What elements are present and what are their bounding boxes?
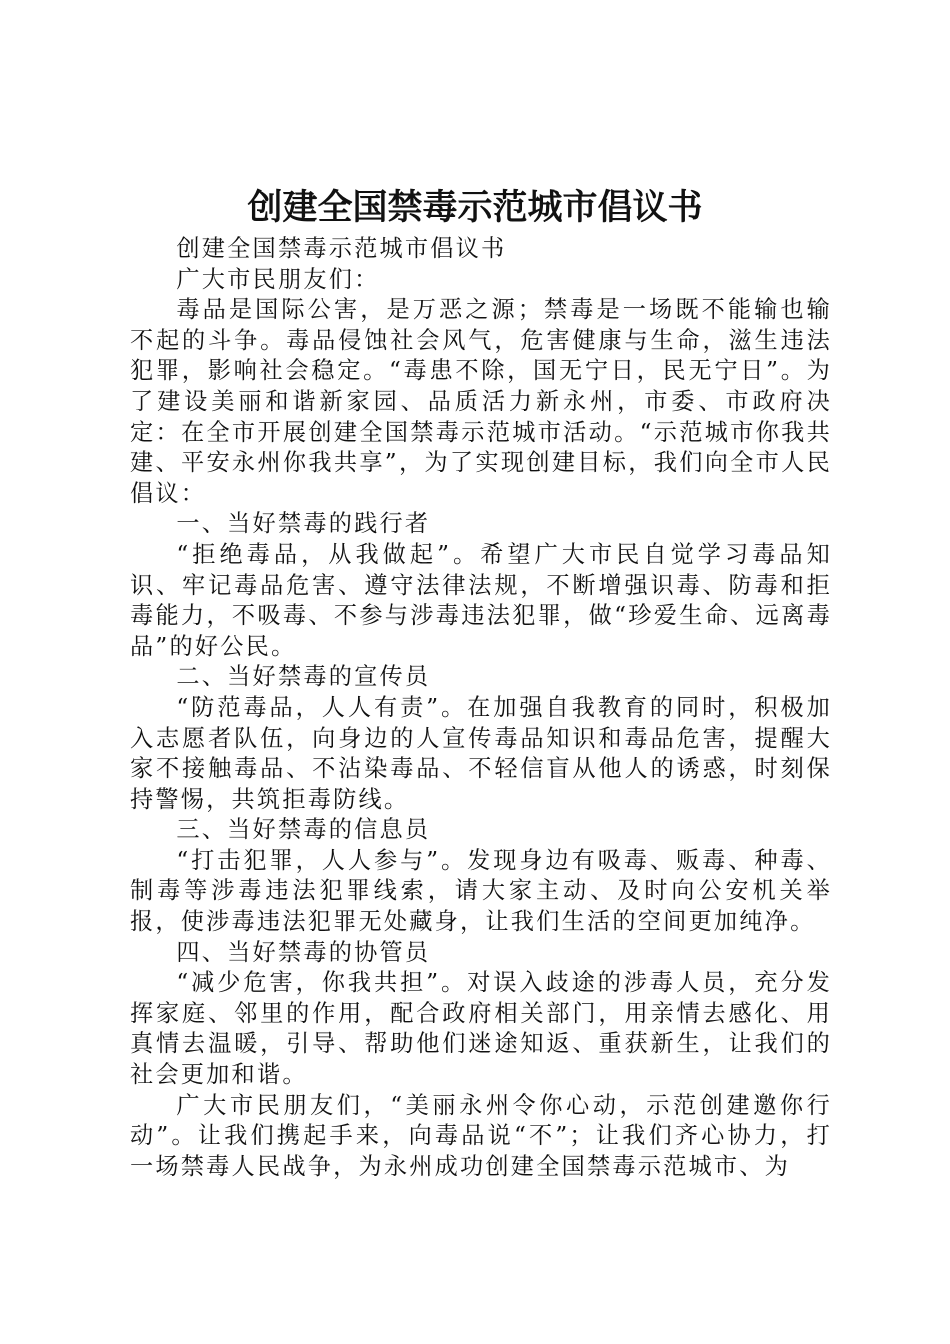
section-paragraph-3: “打击犯罪，人人参与”。发现身边有吸毒、贩毒、种毒、制毒等涉毒违法犯罪线索，请大家主动、及时向公安机关举报，使涉毒违法犯罪无处藏身，让我们生活的空间更加纯净。 [130, 846, 832, 936]
section-heading-4: 四、当好禁毒的协管员 [176, 938, 431, 966]
body-paragraph-salutation: 广大市民朋友们： [176, 265, 380, 293]
body-paragraph-closing: 广大市民朋友们，“美丽永州令你心动，示范创建邀你行动”。让我们携起手来，向毒品说“不”；让我们齐心协力，打一场禁毒人民战争，为永州成功创建全国禁毒示范城市、为 [130, 1091, 832, 1180]
section-paragraph-1: “拒绝毒品，从我做起”。希望广大市民自觉学习毒品知识、牢记毒品危害、遵守法律法规，不断增强识毒、防毒和拒毒能力，不吸毒、不参与涉毒违法犯罪，做“珍爱生命、远离毒品”的好公民。 [130, 540, 832, 660]
body-paragraph-subtitle: 创建全国禁毒示范城市倡议书 [176, 235, 507, 262]
section-heading-3: 三、当好禁毒的信息员 [176, 816, 431, 844]
document-body [130, 234, 832, 1182]
section-paragraph-2: “防范毒品，人人有责”。在加强自我教育的同时，积极加入志愿者队伍，向身边的人宣传毒品知识和毒品危害，提醒大家不接触毒品、不沾染毒品、不轻信盲从他人的诱惑，时刻保持警惕，共筑拒毒防线。 [130, 693, 832, 813]
body-paragraph-intro: 毒品是国际公害，是万恶之源；禁毒是一场既不能输也输不起的斗争。毒品侵蚀社会风气，危害健康与生命，滋生违法犯罪，影响社会稳定。“毒患不除，国无宁日，民无宁日”。为了建设美丽和谐新家园、品质活力新永州，市委、市政府决定：在全市开展创建全国禁毒示范城市活动。“示范城市你我共建、平安永州你我共享”，为了实现创建目标，我们向全市人民倡议： [130, 296, 832, 507]
section-heading-1: 一、当好禁毒的践行者 [176, 510, 431, 538]
document-title: 创建全国禁毒示范城市倡议书 [247, 188, 703, 228]
section-paragraph-4: “减少危害，你我共担”。对误入歧途的涉毒人员，充分发挥家庭、邻里的作用，配合政府相关部门，用亲情去感化、用真情去温暖，引导、帮助他们迷途知返、重获新生，让我们的社会更加和谐。 [130, 969, 832, 1089]
section-heading-2: 二、当好禁毒的宣传员 [176, 663, 431, 691]
